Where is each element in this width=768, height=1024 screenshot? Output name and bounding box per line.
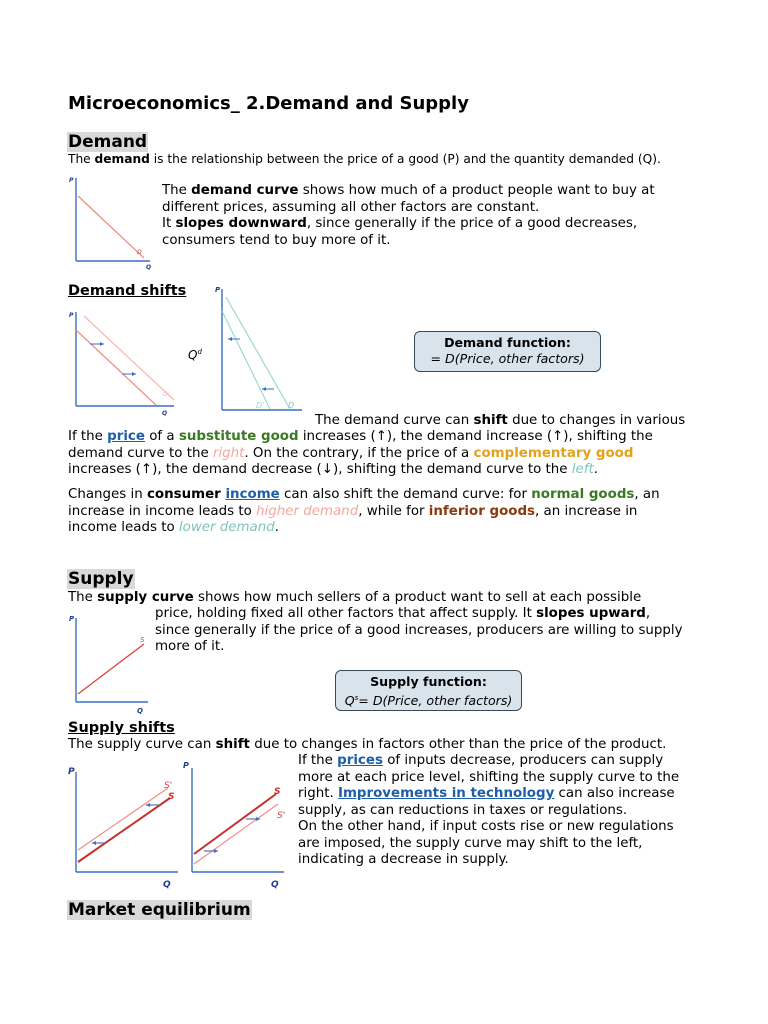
demand-shifts-heading: Demand shifts — [68, 283, 187, 299]
fig2-p-label: P — [69, 312, 74, 319]
income-link[interactable]: income — [225, 487, 280, 502]
fig3-d1-label: D' — [256, 401, 265, 410]
shift-text-line-2: If the price of a substitute good increases (↑), the demand increase (↑), shifting the — [68, 429, 653, 444]
figA-q-label: Q — [163, 880, 171, 890]
demand-curve-figure — [66, 174, 156, 272]
demand-shift-figure-1 — [66, 308, 178, 420]
figB-s2-label: S' — [277, 811, 286, 821]
shift-text-line-3: demand curve to the right. On the contrary, if the price of a complementary good — [68, 446, 634, 461]
income-text-line-2: increase in income leads to higher demand, while for inferior goods, an increase in — [68, 504, 638, 519]
supply-shift-figure-1 — [64, 762, 184, 894]
demand-function-body: = D(Price, other factors) — [430, 351, 585, 366]
supply-function-box — [335, 670, 522, 711]
fig3-p-label: P — [215, 286, 221, 294]
figA-s1-label: S' — [164, 781, 173, 791]
fig2-d-label: D' — [163, 391, 170, 398]
price-link[interactable]: price — [107, 429, 145, 444]
supply-shift-figure-2 — [182, 758, 294, 892]
equilibrium-heading-text: Market equilibrium — [68, 900, 251, 920]
demand-heading-text: Demand — [68, 132, 148, 152]
demand-function-title: Demand function: — [444, 335, 571, 350]
supply-shifts-intro: The supply curve can shift due to changes in factors other than the price of the product. — [68, 737, 667, 752]
fig1-d-label: D — [137, 249, 142, 256]
demand-function-box — [414, 331, 601, 372]
supply-heading — [67, 569, 135, 589]
figB-p-label: P — [183, 761, 189, 770]
fig3-d2-label: D — [288, 401, 295, 410]
figA-s2-label: S — [168, 792, 175, 802]
figB-s1-label: S — [274, 787, 281, 797]
supply-curve-figure — [66, 612, 154, 716]
equilibrium-heading — [67, 900, 252, 920]
shift-text-line-4: increases (↑), the demand decrease (↓), shifting the demand curve to the left. — [68, 462, 598, 477]
supply-fig-p-label: P — [69, 615, 75, 623]
income-text-line-3: income leads to lower demand. — [68, 520, 280, 535]
supply-function-body: $Q^s=$ D(Price, other factors) — [344, 693, 513, 709]
supply-paragraph: price, holding fixed all other factors that affect supply. It slopes upward, since generally if the price of a good increases, producers are willing to supply more of it. — [155, 606, 683, 654]
fig1-p-label: P — [69, 177, 74, 184]
supply-heading-text: Supply — [68, 569, 134, 589]
demand-shift-figure-2 — [212, 283, 306, 415]
figA-p-label: P — [68, 767, 75, 777]
income-text-line-1: Changes in consumer income can also shift the demand curve: for normal goods, an — [68, 487, 660, 502]
prices-link[interactable]: prices — [337, 753, 383, 768]
figB-q-label: Q — [271, 880, 279, 890]
demand-heading — [67, 132, 148, 152]
supply-fig-s-label: S — [140, 636, 145, 644]
supply-shifts-paragraph: If the prices of inputs decrease, producers can supply more at each price level, shifting the supply curve to the right. Improvements in technology can also increase supply, as can reductions in taxes or regulations. On the other hand, if input costs rise or new regulations are imposed, the supply curve may shift to the left, indicating a decrease in supply. — [298, 753, 680, 867]
supply-line-1: The supply curve shows how much sellers of a product want to sell at each possible — [68, 590, 642, 605]
supply-shifts-heading: Supply shifts — [68, 720, 175, 736]
supply-function-title: Supply function: — [370, 674, 487, 689]
supply-fig-q-label: Q — [137, 707, 143, 715]
technology-link[interactable]: Improvements in technology — [337, 786, 555, 801]
shift-text-line-1: The demand curve can shift due to changes in various — [315, 413, 686, 428]
page-title: Microeconomics_ 2.Demand and Supply — [68, 93, 469, 114]
demand-curve-paragraph: The demand curve shows how much of a product people want to buy at different prices, assuming all other factors are constant. It slopes downward, since generally if the price of a good decreases, consumers tend to buy more of it. — [162, 183, 655, 248]
demand-intro: The demand is the relationship between the price of a good (P) and the quantity demanded (Q). — [68, 152, 661, 166]
fig2-q-label: Q — [162, 410, 168, 417]
fig1-q-label: Q — [146, 264, 152, 271]
qd-label: $Q^d$ — [188, 348, 202, 362]
